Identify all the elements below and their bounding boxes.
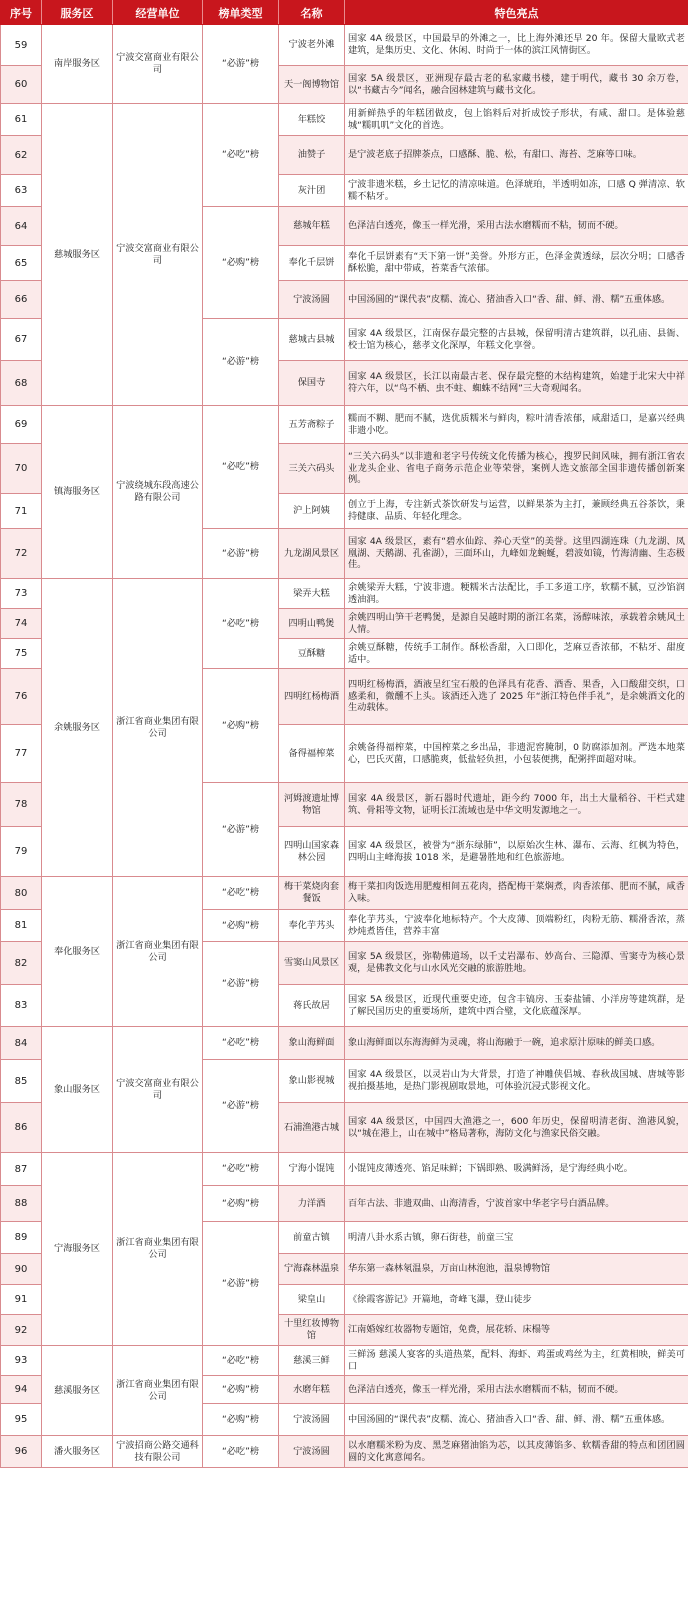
highlight-cell: 国家 5A 级景区，近现代重要史迹，包含丰镐房、玉泰盐铺、小洋房等建筑群，是了解民国历史的重要场所，建筑中西合璧，文化底蕴深厚。 [345,985,688,1027]
list-type-cell: “必游”榜 [203,25,279,104]
operator-cell: 浙江省商业集团有限公司 [113,579,203,877]
highlight-cell: 国家 5A 级景区，亚洲现存最古老的私家藏书楼，建于明代，藏书 30 余万卷，以“书藏古今”闻名，融合园林建筑与藏书文化。 [345,66,688,104]
table-row [1,406,688,444]
item-name-cell: 奉化千层饼 [279,246,345,281]
highlight-cell: 梅干菜扣肉饭选用肥瘦相间五花肉，搭配梅干菜焖煮，肉香浓郁、肥而不腻，咸香入味。 [345,877,688,910]
highlight-cell: 余姚四明山笋干老鸭煲，是源自吴越时期的浙江名菜，汤醇味浓，承载着余姚风土人情。 [345,609,688,639]
operator-cell: 宁波交富商业有限公司 [113,25,203,104]
list-type-cell: “必购”榜 [203,1186,279,1222]
item-name-cell: 水磨年糕 [279,1376,345,1404]
service-area-cell: 宁海服务区 [42,1153,113,1346]
service-area-cell: 慈城服务区 [42,104,113,406]
row-number: 77 [1,725,42,783]
list-type-cell: “必游”榜 [203,942,279,1027]
item-name-cell: 慈溪三鲜 [279,1346,345,1376]
item-name-cell: 宁波老外滩 [279,25,345,66]
highlight-cell: 四明红杨梅酒，酒液呈红宝石般的色泽具有花香、酒香、果香，入口酸甜交织，口感柔和，微醺不上头。该酒还入选了 2025 年“浙江特色伴手礼”，是余姚酒文化的生动载体。 [345,669,688,725]
row-number: 78 [1,783,42,827]
item-name-cell: 十里红妆博物馆 [279,1315,345,1346]
service-area-cell: 慈溪服务区 [42,1346,113,1436]
item-name-cell: 梁皇山 [279,1285,345,1315]
row-number: 83 [1,985,42,1027]
highlight-cell: 是宁波老底子招牌茶点，口感酥、脆、松，有甜口、海苔、芝麻等口味。 [345,136,688,175]
item-name-cell: 四明山国家森林公园 [279,827,345,877]
row-number: 65 [1,246,42,281]
list-type-cell: “必游”榜 [203,529,279,579]
service-area-cell: 余姚服务区 [42,579,113,877]
list-type-cell: “必吃”榜 [203,1346,279,1376]
item-name-cell: 奉化芋艿头 [279,910,345,942]
highlight-cell: 糯而不糊、肥而不腻，选优质糯米与鲜肉，粽叶清香浓郁，咸甜适口，是嘉兴经典非遗小吃。 [345,406,688,444]
header-row [1,1,688,25]
list-type-cell: “必购”榜 [203,1376,279,1404]
header-service-area: 服务区 [42,1,113,25]
table-row [1,1153,688,1186]
list-type-cell: “必游”榜 [203,783,279,877]
highlight-cell: 色泽洁白透亮，像玉一样光滑，采用古法水磨糯而不粘，韧而不硬。 [345,207,688,246]
highlight-cell: 余姚备得福榨菜，中国榨菜之乡出品，非遗泥窖腌制，0 防腐添加剂。严选本地菜心，巴氏灭菌，口感脆爽，低盐轻负担，小包装便携，配粥拌面超对味。 [345,725,688,783]
row-number: 82 [1,942,42,985]
list-type-cell: “必吃”榜 [203,104,279,207]
item-name-cell: 备得福榨菜 [279,725,345,783]
item-name-cell: 宁波汤圆 [279,1404,345,1436]
header-name: 名称 [279,1,345,25]
list-type-cell: “必购”榜 [203,910,279,942]
highlight-cell: 华东第一森林氡温泉，万亩山林泡池，温泉博物馆 [345,1254,688,1285]
row-number: 62 [1,136,42,175]
item-name-cell: 前童古镇 [279,1222,345,1254]
highlight-cell: 中国汤圆的“课代表”皮糯、流心、猪油香入口“香、甜、鲜、滑、糯”五重体感。 [345,1404,688,1436]
header-highlights: 特色亮点 [345,1,688,25]
table-row [1,1436,688,1468]
row-number: 76 [1,669,42,725]
operator-cell: 宁波交富商业有限公司 [113,104,203,406]
row-number: 69 [1,406,42,444]
item-name-cell: 蒋氏故居 [279,985,345,1027]
list-type-cell: “必吃”榜 [203,877,279,910]
item-name-cell: 慈城年糕 [279,207,345,246]
item-name-cell: 雪窦山风景区 [279,942,345,985]
highlight-cell: 国家 5A 级景区，弥勒佛道场，以千丈岩瀑布、妙高台、三隐潭、雪窦寺为核心景观，是佛教文化与山水风光交融的旅游胜地。 [345,942,688,985]
item-name-cell: 慈城古县城 [279,319,345,361]
row-number: 66 [1,281,42,319]
item-name-cell: 梅干菜烧肉套餐饭 [279,877,345,910]
row-number: 68 [1,361,42,406]
row-number: 71 [1,494,42,529]
table-row [1,25,688,66]
table-row [1,104,688,136]
highlight-cell: 国家 4A 级景区，素有“碧水仙踪、养心天堂”的美誉。这里四湖连珠（九龙湖、凤凰湖、天鹅湖、孔雀湖），三面环山，九峰如龙蜿蜒，碧波如镜，竹海清幽、生态极佳。 [345,529,688,579]
list-type-cell: “必购”榜 [203,1404,279,1436]
highlight-cell: 色泽洁白透亮，像玉一样光滑，采用古法水磨糯而不粘，韧而不硬。 [345,1376,688,1404]
list-type-cell: “必游”榜 [203,1060,279,1153]
item-name-cell: 石浦渔港古城 [279,1103,345,1153]
highlight-cell: 国家 4A 级景区，被誉为“浙东绿肺”，以原始次生林、瀑布、云海、红枫为特色，四明山主峰海拔 1018 米，是避暑胜地和红色旅游地。 [345,827,688,877]
highlight-cell: 宁波非遗米糕，乡土记忆的清凉味道。色泽琥珀，半透明如冻，口感 Q 弹清凉、软糯不粘牙。 [345,175,688,207]
item-name-cell: 油赞子 [279,136,345,175]
operator-cell: 浙江省商业集团有限公司 [113,1153,203,1346]
item-name-cell: 象山海鲜面 [279,1027,345,1060]
row-number: 74 [1,609,42,639]
operator-cell: 浙江省商业集团有限公司 [113,877,203,1027]
list-type-cell: “必购”榜 [203,669,279,783]
list-type-cell: “必吃”榜 [203,1436,279,1468]
highlight-cell: 国家 4A 级景区，以灵岩山为大背景，打造了神雕侠侣城、春秋战国城、唐城等影视拍摄基地，是热门影视剧取景地，可体验沉浸式影视文化。 [345,1060,688,1103]
row-number: 85 [1,1060,42,1103]
service-area-cell: 奉化服务区 [42,877,113,1027]
list-type-cell: “必吃”榜 [203,406,279,529]
table-row [1,579,688,609]
highlight-cell: “三关六码头”以非遗和老字号传统文化传播为核心，搜罗民间风味，拥有浙江省农业龙头企业、省电子商务示范企业等荣誉，案例人选文旅部全国非遗传播创新案例。 [345,444,688,494]
highlight-cell: 国家 4A 级景区，新石器时代遗址，距今约 7000 年，出土大量稻谷、干栏式建筑、骨耜等文物，证明长江流域也是中华文明发源地之一。 [345,783,688,827]
item-name-cell: 豆酥糖 [279,639,345,669]
item-name-cell: 宁海森林温泉 [279,1254,345,1285]
highlight-cell: 奉化芋艿头，宁波奉化地标特产。个大皮薄、顶端粉红，肉粉无筋、糯滑香浓，蒸炒炖煮皆佳，营养丰富 [345,910,688,942]
operator-cell: 宁波招商公路交通科技有限公司 [113,1436,203,1468]
item-name-cell: 梁弄大糕 [279,579,345,609]
service-area-cell: 潘火服务区 [42,1436,113,1468]
item-name-cell: 沪上阿姨 [279,494,345,529]
highlight-cell: 余姚梁弄大糕，宁波非遗。粳糯米古法配比，手工多道工序，软糯不腻，豆沙馅润透油润。 [345,579,688,609]
item-name-cell: 象山影视城 [279,1060,345,1103]
highlight-cell: 国家 4A 级景区，中国最早的外滩之一，比上海外滩还早 20 年。保留大量欧式老建筑，是集历史、文化、休闲、时尚于一体的滨江风情街区。 [345,25,688,66]
header-operator: 经营单位 [113,1,203,25]
list-type-cell: “必吃”榜 [203,579,279,669]
table-row [1,1027,688,1060]
row-number: 61 [1,104,42,136]
row-number: 89 [1,1222,42,1254]
row-number: 64 [1,207,42,246]
item-name-cell: 宁波汤圆 [279,1436,345,1468]
item-name-cell: 五芳斋粽子 [279,406,345,444]
item-name-cell: 四明山鸭煲 [279,609,345,639]
highlight-cell: 余姚豆酥糖，传统手工制作。酥松香甜，入口即化，芝麻豆香浓郁，不粘牙、甜度适中。 [345,639,688,669]
row-number: 90 [1,1254,42,1285]
highlight-cell: 象山海鲜面以东海海鲜为灵魂，将山海融于一碗，追求原汁原味的鲜美口感。 [345,1027,688,1060]
highlight-cell: 三鲜汤 慈溪人宴客的头道热菜，配料、海虾、鸡蛋或鸡丝为主，红黄相映，鲜美可口 [345,1346,688,1376]
highlight-cell: 小馄饨皮薄透亮、馅足味鲜；下锅即熟、吸满鲜汤，是宁海经典小吃。 [345,1153,688,1186]
row-number: 91 [1,1285,42,1315]
table-body [1,25,688,1468]
item-name-cell: 三关六码头 [279,444,345,494]
header-no: 序号 [1,1,42,25]
row-number: 84 [1,1027,42,1060]
highlight-cell: 国家 4A 级景区，长江以南最古老、保存最完整的木结构建筑，始建于北宋大中祥符六年，以“鸟不栖、虫不蛀、蜘蛛不结网”三大奇观闻名。 [345,361,688,406]
row-number: 80 [1,877,42,910]
header-list-type: 榜单类型 [203,1,279,25]
highlight-cell: 江南婚嫁红妆器物专题馆，免费，展花轿、床榻等 [345,1315,688,1346]
item-name-cell: 年糕饺 [279,104,345,136]
table-row [1,1346,688,1376]
operator-cell: 宁波交富商业有限公司 [113,1027,203,1153]
item-name-cell: 保国寺 [279,361,345,406]
item-name-cell: 河姆渡遗址博物馆 [279,783,345,827]
row-number: 86 [1,1103,42,1153]
highlight-cell: 国家 4A 级景区，中国四大渔港之一，600 年历史，保留明清老街、渔港风貌，以“城在港上，山在城中”格局著称，海防文化与渔家民俗交融。 [345,1103,688,1153]
list-type-cell: “必吃”榜 [203,1027,279,1060]
table-row [1,877,688,910]
highlight-cell: 明清八卦水系古镇，卵石街巷，前童三宝 [345,1222,688,1254]
row-number: 75 [1,639,42,669]
item-name-cell: 灰汁团 [279,175,345,207]
operator-cell: 浙江省商业集团有限公司 [113,1346,203,1436]
row-number: 87 [1,1153,42,1186]
row-number: 63 [1,175,42,207]
operator-cell: 宁波绕城东段高速公路有限公司 [113,406,203,579]
row-number: 73 [1,579,42,609]
row-number: 92 [1,1315,42,1346]
item-name-cell: 四明红杨梅酒 [279,669,345,725]
item-name-cell: 宁海小馄饨 [279,1153,345,1186]
highlight-cell: 国家 4A 级景区，江南保存最完整的古县城，保留明清古建筑群，以孔庙、县衙、校士馆为核心，慈孝文化深厚，年糕文化享誉。 [345,319,688,361]
service-area-cell: 象山服务区 [42,1027,113,1153]
row-number: 94 [1,1376,42,1404]
list-type-cell: “必吃”榜 [203,1153,279,1186]
item-name-cell: 天一阁博物馆 [279,66,345,104]
row-number: 67 [1,319,42,361]
list-type-cell: “必购”榜 [203,207,279,319]
row-number: 81 [1,910,42,942]
row-number: 93 [1,1346,42,1376]
item-name-cell: 宁波汤圆 [279,281,345,319]
highlight-cell: 用新鲜热乎的年糕团做皮，包上馅料后对折成饺子形状，有咸、甜口。是体验慈城“糯叽叽”文化的首选。 [345,104,688,136]
highlight-cell: 以水磨糯米粉为皮、黑芝麻猪油馅为芯，以其皮薄馅多、软糯香甜的特点和团团圆圆的文化寓意闻名。 [345,1436,688,1468]
row-number: 72 [1,529,42,579]
row-number: 88 [1,1186,42,1222]
row-number: 60 [1,66,42,104]
list-type-cell: “必游”榜 [203,319,279,406]
service-area-cell: 镇海服务区 [42,406,113,579]
list-type-cell: “必游”榜 [203,1222,279,1346]
highlight-cell: 创立于上海，专注新式茶饮研发与运营，以鲜果茶为主打，兼顾经典五谷茶饮，秉持健康、品质、年轻化理念。 [345,494,688,529]
item-name-cell: 力洋酒 [279,1186,345,1222]
row-number: 59 [1,25,42,66]
row-number: 95 [1,1404,42,1436]
row-number: 96 [1,1436,42,1468]
row-number: 70 [1,444,42,494]
highlight-cell: 奉化千层饼素有“天下第一饼”美誉。外形方正，色泽金黄透绿，层次分明；口感香酥松脆，甜中带咸，苔菜香气浓郁。 [345,246,688,281]
highlight-cell: 中国汤圆的“课代表”皮糯、流心、猪油香入口“香、甜、鲜、滑、糯”五重体感。 [345,281,688,319]
highlight-cell: 百年古法、非遗双曲、山海清香，宁波首家中华老字号白酒品牌。 [345,1186,688,1222]
row-number: 79 [1,827,42,877]
service-area-cell: 南岸服务区 [42,25,113,104]
highlight-cell: 《徐霞客游记》开篇地，奇峰飞瀑，登山徒步 [345,1285,688,1315]
item-name-cell: 九龙湖风景区 [279,529,345,579]
